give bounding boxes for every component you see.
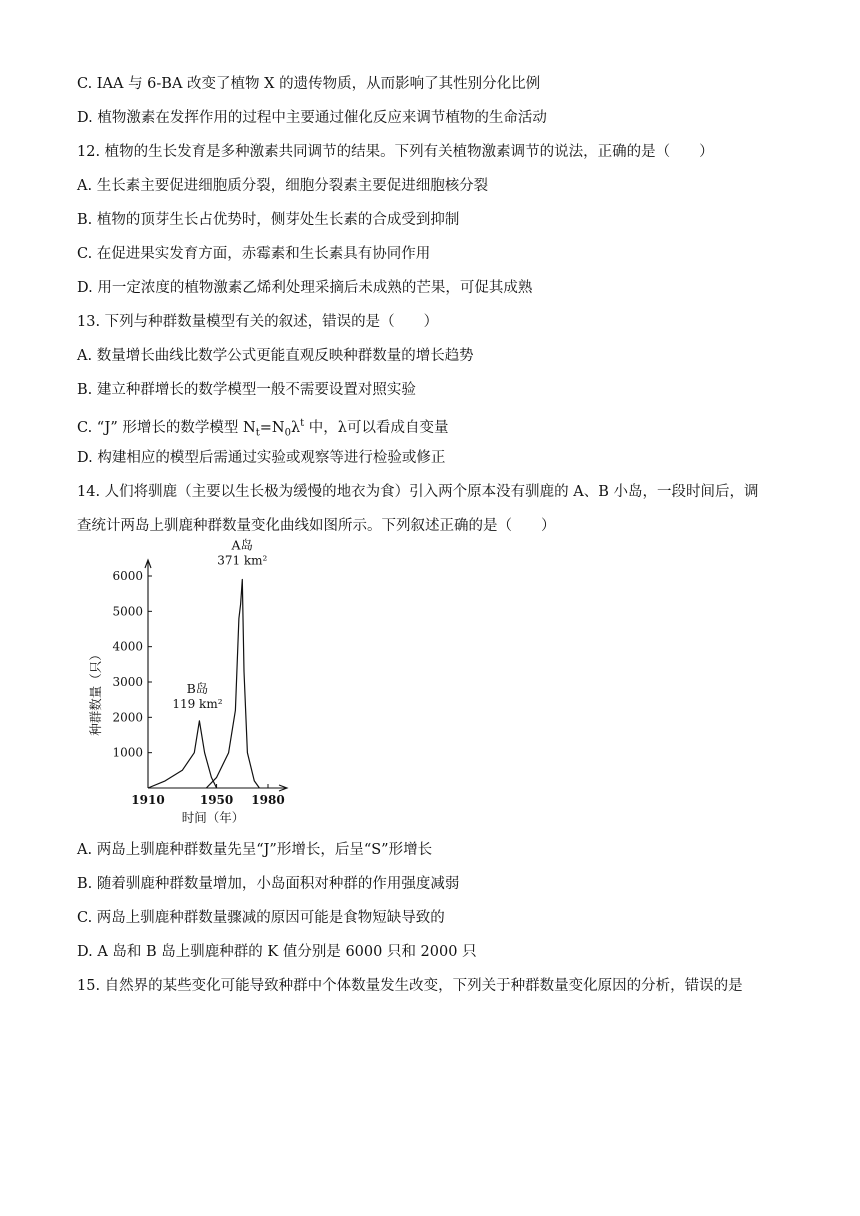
x-tick-label: 1980 bbox=[251, 793, 285, 807]
x-axis-title: 时间（年） bbox=[181, 810, 245, 825]
formula-sub-0: 0 bbox=[284, 427, 291, 439]
option-12b: B. 植物的顶芽生长占优势时，侧芽处生长素的合成受到抑制 bbox=[77, 212, 460, 228]
series-line-a-island bbox=[206, 580, 259, 789]
series-line-b-island bbox=[148, 721, 217, 788]
option-13b: B. 建立种群增长的数学模型一般不需要设置对照实验 bbox=[77, 382, 416, 398]
y-tick-label: 2000 bbox=[112, 710, 143, 725]
series-label-area: 119 km² bbox=[172, 696, 223, 711]
question-15: 15. 自然界的某些变化可能导致种群中个体数量发生改变，下列关于种群数量变化原因的分析，错误的是 bbox=[77, 978, 743, 994]
y-tick-label: 4000 bbox=[112, 639, 143, 654]
chart-axes bbox=[145, 560, 287, 791]
option-11d: D. 植物激素在发挥作用的过程中主要通过催化反应来调节植物的生命活动 bbox=[77, 110, 547, 126]
option-14c: C. 两岛上驯鹿种群数量骤减的原因可能是食物短缺导致的 bbox=[77, 910, 445, 926]
formula-lambda: λ bbox=[290, 419, 301, 436]
formula-prefix: C. “J” 形增长的数学模型 N bbox=[77, 419, 256, 436]
question-14-line1: 14. 人们将驯鹿（主要以生长极为缓慢的地衣为食）引入两个原本没有驯鹿的 A、B 小岛，一段时间后，调 bbox=[77, 484, 759, 500]
option-13a: A. 数量增长曲线比数学公式更能直观反映种群数量的增长趋势 bbox=[77, 348, 474, 364]
reindeer-population-chart bbox=[88, 537, 308, 828]
option-14a: A. 两岛上驯鹿种群数量先呈“J”形增长，后呈“S”形增长 bbox=[77, 842, 433, 858]
y-tick-label: 3000 bbox=[112, 675, 143, 689]
option-14d: D. A 岛和 B 岛上驯鹿种群的 K 值分别是 6000 只和 2000 只 bbox=[77, 944, 477, 960]
question-13: 13. 下列与种群数量模型有关的叙述，错误的是（ ） bbox=[77, 314, 439, 330]
y-tick-label: 1000 bbox=[112, 745, 143, 760]
formula-mid: =N bbox=[259, 419, 285, 436]
option-11c: C. IAA 与 6-BA 改变了植物 X 的遗传物质，从而影响了其性别分化比例 bbox=[77, 76, 541, 92]
x-tick-label: 1950 bbox=[199, 793, 234, 807]
option-12c: C. 在促进果实发育方面，赤霉素和生长素具有协同作用 bbox=[77, 246, 431, 262]
y-tick-label: 5000 bbox=[112, 604, 143, 619]
formula-suffix: 中，λ可以看成自变量 bbox=[304, 419, 449, 436]
formula-sub-t: t bbox=[255, 427, 260, 439]
question-14-line2: 查统计两岛上驯鹿种群数量变化曲线如图所示。下列叙述正确的是（ ） bbox=[77, 518, 556, 534]
option-14b: B. 随着驯鹿种群数量增加，小岛面积对种群的作用强度减弱 bbox=[77, 876, 460, 892]
option-13c bbox=[77, 414, 448, 444]
series-label-area: 371 km² bbox=[217, 553, 268, 568]
formula-sup-t: t bbox=[300, 418, 305, 429]
y-axis-title: 种群数量（只） bbox=[88, 648, 103, 736]
x-tick-label: 1910 bbox=[131, 793, 165, 807]
option-12a: A. 生长素主要促进细胞质分裂，细胞分裂素主要促进细胞核分裂 bbox=[77, 178, 489, 194]
series-label-name: A岛 bbox=[231, 537, 254, 553]
y-tick-label: 6000 bbox=[112, 569, 143, 583]
series-label-name: B岛 bbox=[186, 680, 209, 696]
question-12: 12. 植物的生长发育是多种激素共同调节的结果。下列有关植物激素调节的说法，正确的是（ ） bbox=[77, 144, 714, 160]
option-12d: D. 用一定浓度的植物激素乙烯利处理采摘后未成熟的芒果，可促其成熟 bbox=[77, 280, 533, 296]
option-13d: D. 构建相应的模型后需通过实验或观察等进行检验或修正 bbox=[77, 450, 446, 466]
